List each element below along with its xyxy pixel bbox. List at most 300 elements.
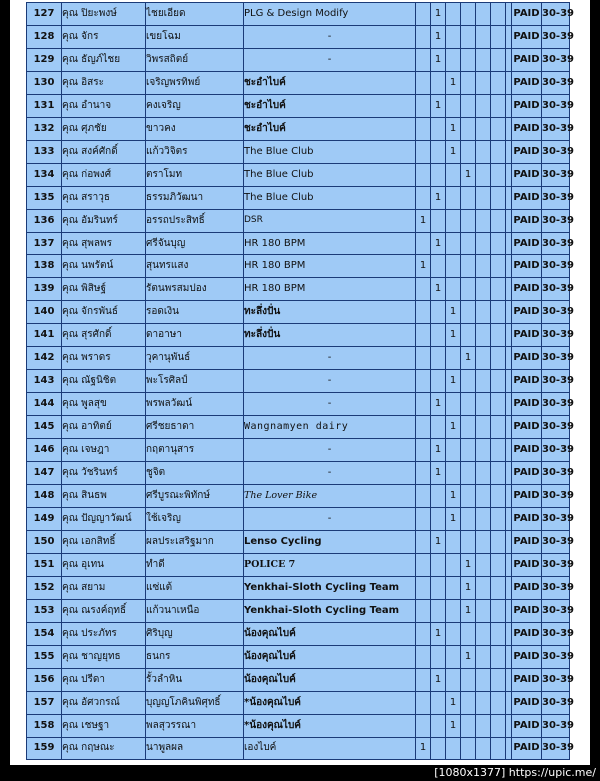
category-mark: 1	[446, 416, 461, 439]
category-mark-cell	[476, 691, 491, 714]
category-mark-cell	[446, 48, 461, 71]
team-name: -	[244, 507, 416, 530]
team-name: POLICE 7	[244, 553, 416, 576]
title-prefix: คุณ	[62, 7, 78, 19]
category-mark: 1	[431, 25, 446, 48]
first-name-cell	[62, 347, 146, 370]
category-mark-cell	[461, 393, 476, 416]
age-group: 30-39	[542, 278, 570, 301]
category-mark-cell	[461, 714, 476, 737]
last-name: พะโรศิลป์	[146, 370, 244, 393]
age-group: 30-39	[542, 439, 570, 462]
title-prefix: คุณ	[62, 558, 78, 570]
team-name: -	[244, 462, 416, 485]
category-mark-cell	[461, 530, 476, 553]
category-mark-cell	[446, 737, 461, 760]
first-name-cell	[62, 599, 146, 622]
payment-status: PAID	[512, 553, 542, 576]
payment-status: PAID	[512, 691, 542, 714]
category-mark-cell	[476, 507, 491, 530]
first-name: ปรีดา	[81, 673, 105, 685]
registration-rows	[27, 3, 574, 760]
category-mark-cell	[431, 714, 446, 737]
first-name-cell	[62, 485, 146, 508]
category-mark-cell	[431, 163, 446, 186]
row-number: 159	[27, 737, 62, 760]
title-prefix: คุณ	[62, 306, 78, 318]
payment-status: PAID	[512, 576, 542, 599]
row-number: 128	[27, 25, 62, 48]
first-name: เจษฎา	[81, 444, 110, 456]
first-name: สงค์ศักดิ์	[81, 145, 118, 157]
category-mark: 1	[446, 485, 461, 508]
category-mark-cell	[431, 645, 446, 668]
category-mark-cell	[416, 71, 431, 94]
first-name-cell	[62, 71, 146, 94]
category-mark-cell	[446, 622, 461, 645]
first-name: อาทิตย์	[81, 421, 112, 433]
first-name-cell	[62, 25, 146, 48]
table-row	[27, 117, 570, 140]
team-name: Wangnamyen dairy	[244, 416, 416, 439]
first-name: อุเทน	[81, 558, 105, 570]
category-mark-cell	[476, 255, 491, 278]
category-mark-cell	[431, 485, 446, 508]
category-mark-cell	[461, 71, 476, 94]
category-mark-cell	[476, 622, 491, 645]
first-name-cell	[62, 48, 146, 71]
first-name-cell	[62, 232, 146, 255]
team-name: เองไบค์	[244, 737, 416, 760]
category-mark-cell	[416, 462, 431, 485]
age-group: 30-39	[542, 645, 570, 668]
table-row	[27, 737, 570, 760]
first-name-cell	[62, 576, 146, 599]
table-row	[27, 714, 570, 737]
payment-status: PAID	[512, 278, 542, 301]
category-mark: 1	[461, 553, 476, 576]
category-mark: 1	[431, 232, 446, 255]
category-mark: 1	[416, 255, 431, 278]
last-name: วิพรสถิตย์	[146, 48, 244, 71]
category-mark-cell	[461, 48, 476, 71]
title-prefix: คุณ	[62, 53, 78, 65]
category-mark-cell	[416, 439, 431, 462]
category-mark-cell	[461, 186, 476, 209]
category-mark-cell	[431, 370, 446, 393]
category-mark-cell	[476, 163, 491, 186]
category-mark: 1	[446, 117, 461, 140]
title-prefix: คุณ	[62, 421, 78, 433]
category-mark-cell	[476, 737, 491, 760]
category-mark-cell	[476, 209, 491, 232]
payment-status: PAID	[512, 186, 542, 209]
category-mark-cell	[491, 163, 506, 186]
title-prefix: คุณ	[62, 398, 78, 410]
table-row	[27, 209, 570, 232]
last-name: แก้ววิจิตร	[146, 140, 244, 163]
last-name: อรรถประสิทธิ์	[146, 209, 244, 232]
category-mark-cell	[461, 25, 476, 48]
payment-status: PAID	[512, 714, 542, 737]
table-row	[27, 48, 570, 71]
category-mark-cell	[416, 668, 431, 691]
team-name: -	[244, 25, 416, 48]
last-name: ตราโมท	[146, 163, 244, 186]
age-group: 30-39	[542, 462, 570, 485]
table-row	[27, 71, 570, 94]
table-row	[27, 416, 570, 439]
category-mark-cell	[446, 25, 461, 48]
category-mark-cell	[491, 553, 506, 576]
age-group: 30-39	[542, 530, 570, 553]
category-mark-cell	[476, 301, 491, 324]
category-mark-cell	[491, 48, 506, 71]
category-mark-cell	[416, 691, 431, 714]
last-name: ทำดี	[146, 553, 244, 576]
category-mark-cell	[446, 278, 461, 301]
team-name: น้องคุณไบค์	[244, 668, 416, 691]
table-row	[27, 94, 570, 117]
category-mark-cell	[431, 691, 446, 714]
title-prefix: คุณ	[62, 696, 78, 708]
payment-status: PAID	[512, 622, 542, 645]
table-row	[27, 3, 570, 26]
category-mark: 1	[431, 278, 446, 301]
category-mark-cell	[476, 71, 491, 94]
category-mark-cell	[416, 416, 431, 439]
row-number: 149	[27, 507, 62, 530]
first-name: ปิยะพงษ์	[81, 7, 117, 19]
category-mark-cell	[446, 576, 461, 599]
team-name: Yenkhai-Sloth Cycling Team	[244, 576, 416, 599]
category-mark-cell	[476, 416, 491, 439]
category-mark-cell	[476, 485, 491, 508]
row-number: 136	[27, 209, 62, 232]
last-name: เจริญพรทิพย์	[146, 71, 244, 94]
category-mark-cell	[476, 232, 491, 255]
first-name: ก่อพงศ์	[81, 168, 112, 180]
table-row	[27, 691, 570, 714]
row-number: 156	[27, 668, 62, 691]
age-group: 30-39	[542, 117, 570, 140]
team-name: -	[244, 370, 416, 393]
first-name: ศุภชัย	[81, 122, 107, 134]
category-mark-cell	[476, 140, 491, 163]
team-name: น้องคุณไบค์	[244, 645, 416, 668]
row-number: 133	[27, 140, 62, 163]
category-mark-cell	[491, 668, 506, 691]
first-name: ธัญภ์ไชย	[81, 53, 121, 65]
table-row	[27, 255, 570, 278]
payment-status: PAID	[512, 48, 542, 71]
row-number: 157	[27, 691, 62, 714]
row-number: 140	[27, 301, 62, 324]
payment-status: PAID	[512, 370, 542, 393]
first-name-cell	[62, 462, 146, 485]
category-mark-cell	[476, 117, 491, 140]
category-mark: 1	[446, 140, 461, 163]
category-mark-cell	[491, 209, 506, 232]
row-number: 135	[27, 186, 62, 209]
table-row	[27, 370, 570, 393]
title-prefix: คุณ	[62, 719, 78, 731]
table-row	[27, 393, 570, 416]
category-mark: 1	[416, 737, 431, 760]
last-name: สุนทรแสง	[146, 255, 244, 278]
title-prefix: คุณ	[62, 352, 78, 364]
payment-status: PAID	[512, 71, 542, 94]
title-prefix: คุณ	[62, 237, 78, 249]
category-mark-cell	[431, 301, 446, 324]
row-number: 155	[27, 645, 62, 668]
table-row	[27, 622, 570, 645]
category-mark-cell	[416, 530, 431, 553]
category-mark-cell	[476, 645, 491, 668]
table-row	[27, 599, 570, 622]
team-name: -	[244, 48, 416, 71]
row-number: 144	[27, 393, 62, 416]
payment-status: PAID	[512, 232, 542, 255]
first-name-cell	[62, 3, 146, 26]
row-number: 143	[27, 370, 62, 393]
category-mark-cell	[416, 232, 431, 255]
first-name-cell	[62, 301, 146, 324]
category-mark: 1	[431, 94, 446, 117]
payment-status: PAID	[512, 255, 542, 278]
age-group: 30-39	[542, 48, 570, 71]
first-name-cell	[62, 140, 146, 163]
category-mark-cell	[446, 347, 461, 370]
category-mark-cell	[416, 485, 431, 508]
category-mark: 1	[446, 301, 461, 324]
category-mark-cell	[431, 71, 446, 94]
category-mark-cell	[476, 48, 491, 71]
category-mark-cell	[491, 370, 506, 393]
first-name: จักรพันธ์	[81, 306, 118, 318]
category-mark-cell	[491, 507, 506, 530]
team-name: -	[244, 439, 416, 462]
first-name: อัมรินทร์	[81, 214, 118, 226]
row-number: 150	[27, 530, 62, 553]
category-mark-cell	[476, 25, 491, 48]
table-row	[27, 347, 570, 370]
row-number: 158	[27, 714, 62, 737]
category-mark-cell	[446, 3, 461, 26]
category-mark: 1	[431, 186, 446, 209]
row-number: 148	[27, 485, 62, 508]
category-mark-cell	[416, 163, 431, 186]
title-prefix: คุณ	[62, 581, 78, 593]
category-mark-cell	[491, 186, 506, 209]
category-mark-cell	[461, 232, 476, 255]
payment-status: PAID	[512, 645, 542, 668]
first-name-cell	[62, 416, 146, 439]
first-name: เชษฐา	[81, 719, 110, 731]
first-name: ณัฐนิชิต	[81, 375, 117, 387]
row-number: 141	[27, 324, 62, 347]
category-mark-cell	[491, 140, 506, 163]
row-number: 151	[27, 553, 62, 576]
category-mark-cell	[491, 324, 506, 347]
age-group: 30-39	[542, 737, 570, 760]
category-mark-cell	[431, 347, 446, 370]
first-name-cell	[62, 439, 146, 462]
category-mark-cell	[446, 439, 461, 462]
first-name: พราดร	[81, 352, 111, 364]
table-row	[27, 278, 570, 301]
age-group: 30-39	[542, 485, 570, 508]
category-mark-cell	[461, 278, 476, 301]
team-name: HR 180 BPM	[244, 232, 416, 255]
age-group: 30-39	[542, 209, 570, 232]
category-mark-cell	[491, 25, 506, 48]
first-name-cell	[62, 209, 146, 232]
category-mark-cell	[431, 576, 446, 599]
age-group: 30-39	[542, 622, 570, 645]
age-group: 30-39	[542, 140, 570, 163]
row-number: 153	[27, 599, 62, 622]
category-mark-cell	[476, 668, 491, 691]
age-group: 30-39	[542, 301, 570, 324]
category-mark-cell	[416, 507, 431, 530]
category-mark-cell	[416, 393, 431, 416]
last-name: ธรรมภิวัฒนา	[146, 186, 244, 209]
category-mark-cell	[491, 714, 506, 737]
category-mark: 1	[446, 507, 461, 530]
team-name: ทะลึ่งปั่น	[244, 324, 416, 347]
last-name: ดาอาษา	[146, 324, 244, 347]
first-name: อำนาจ	[81, 99, 112, 111]
category-mark-cell	[491, 622, 506, 645]
category-mark-cell	[491, 576, 506, 599]
first-name: เอกสิทธิ์	[81, 535, 116, 547]
category-mark: 1	[461, 599, 476, 622]
title-prefix: คุณ	[62, 99, 78, 111]
category-mark: 1	[461, 645, 476, 668]
category-mark-cell	[491, 416, 506, 439]
title-prefix: คุณ	[62, 122, 78, 134]
age-group: 30-39	[542, 416, 570, 439]
category-mark-cell	[491, 691, 506, 714]
category-mark-cell	[416, 301, 431, 324]
category-mark-cell	[446, 163, 461, 186]
title-prefix: คุณ	[62, 673, 78, 685]
last-name: รัตนพรสมปอง	[146, 278, 244, 301]
first-name-cell	[62, 278, 146, 301]
first-name-cell	[62, 622, 146, 645]
category-mark-cell	[461, 140, 476, 163]
category-mark-cell	[416, 140, 431, 163]
category-mark-cell	[416, 553, 431, 576]
category-mark-cell	[416, 3, 431, 26]
row-number: 139	[27, 278, 62, 301]
first-name: ประภัทร	[81, 627, 117, 639]
category-mark-cell	[476, 553, 491, 576]
category-mark-cell	[461, 622, 476, 645]
table-row	[27, 462, 570, 485]
first-name: กฤษณะ	[81, 742, 115, 754]
category-mark-cell	[476, 576, 491, 599]
category-mark: 1	[416, 209, 431, 232]
category-mark-cell	[461, 3, 476, 26]
category-mark-cell	[461, 416, 476, 439]
category-mark: 1	[431, 393, 446, 416]
row-number: 132	[27, 117, 62, 140]
category-mark: 1	[431, 622, 446, 645]
age-group: 30-39	[542, 347, 570, 370]
age-group: 30-39	[542, 324, 570, 347]
category-mark-cell	[446, 94, 461, 117]
title-prefix: คุณ	[62, 191, 78, 203]
title-prefix: คุณ	[62, 283, 78, 295]
category-mark-cell	[476, 370, 491, 393]
first-name: นพรัตน์	[81, 260, 114, 272]
last-name: รอดเงิน	[146, 301, 244, 324]
team-name: Yenkhai-Sloth Cycling Team	[244, 599, 416, 622]
category-mark-cell	[491, 393, 506, 416]
category-mark-cell	[446, 645, 461, 668]
first-name-cell	[62, 163, 146, 186]
first-name: ปัญญาวัฒน์	[81, 512, 132, 524]
image-size-caption: [1080x1377] https://upic.me/	[434, 766, 596, 779]
first-name-cell	[62, 393, 146, 416]
category-mark-cell	[491, 117, 506, 140]
category-mark-cell	[491, 439, 506, 462]
last-name: ผลประเสริฐมาก	[146, 530, 244, 553]
age-group: 30-39	[542, 232, 570, 255]
age-group: 30-39	[542, 714, 570, 737]
table-row	[27, 25, 570, 48]
category-mark-cell	[491, 232, 506, 255]
category-mark-cell	[416, 25, 431, 48]
payment-status: PAID	[512, 530, 542, 553]
category-mark-cell	[491, 255, 506, 278]
category-mark-cell	[416, 576, 431, 599]
payment-status: PAID	[512, 163, 542, 186]
category-mark-cell	[476, 324, 491, 347]
team-name: The Blue Club	[244, 140, 416, 163]
team-name: HR 180 BPM	[244, 278, 416, 301]
category-mark-cell	[446, 186, 461, 209]
last-name: แซ่แต้	[146, 576, 244, 599]
last-name: ไชยเอียด	[146, 3, 244, 26]
title-prefix: คุณ	[62, 650, 78, 662]
category-mark: 1	[446, 71, 461, 94]
category-mark-cell	[476, 530, 491, 553]
category-mark-cell	[476, 347, 491, 370]
category-mark-cell	[461, 737, 476, 760]
team-name: ชะอำไบค์	[244, 71, 416, 94]
category-mark-cell	[446, 530, 461, 553]
payment-status: PAID	[512, 140, 542, 163]
payment-status: PAID	[512, 507, 542, 530]
first-name-cell	[62, 737, 146, 760]
first-name: พูลสุข	[81, 398, 107, 410]
category-mark-cell	[416, 370, 431, 393]
last-name: ชูจิต	[146, 462, 244, 485]
category-mark-cell	[491, 737, 506, 760]
category-mark-cell	[431, 416, 446, 439]
category-mark-cell	[461, 94, 476, 117]
category-mark-cell	[416, 347, 431, 370]
category-mark-cell	[446, 599, 461, 622]
category-mark-cell	[446, 209, 461, 232]
first-name: สุพลพร	[81, 237, 112, 249]
age-group: 30-39	[542, 668, 570, 691]
first-name-cell	[62, 668, 146, 691]
category-mark-cell	[446, 393, 461, 416]
